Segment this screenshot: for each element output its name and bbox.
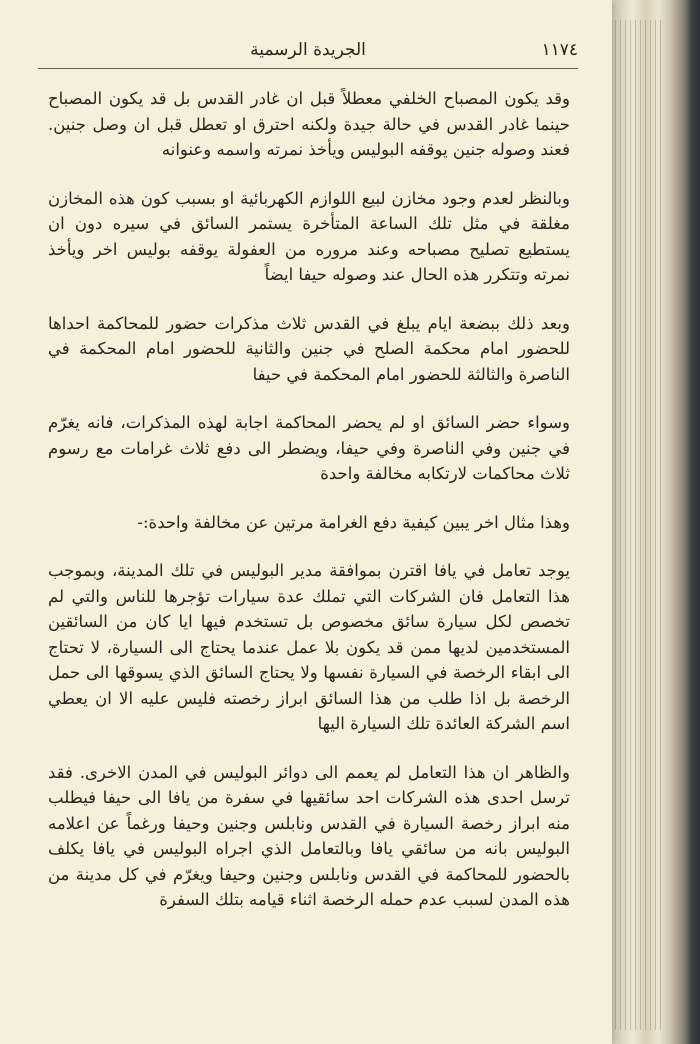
paragraph-6: يوجد تعامل في يافا اقترن بموافقة مدير البوليس في تلك المدينة، وبموجب هذا التعامل فان الشركات التي تملك عدة سيارات تؤجرها للناس والتي لم تخصص لكل سيارة سائق مخصوص بل تستخدم فيها ايا كان من السائقين المستخدمين لديها ممن قد يكون بلا عمل عندما يحتاج الى السيارة، لا تحتاج الى ابقاء الرخصة في السيارة نفسها ولا يحتاج السائق الذي يسوقها الى حمل الرخصة بل اذا طلب من هذا السائق ابراز رخصته فليس عليه الا ان يعطي اسم الشركة العائدة تلك السيارة اليها [48,561,570,733]
paragraph-2: وبالنظر لعدم وجود مخازن لبيع اللوازم الكهربائية او بسبب كون هذه المخازن مغلقة في مثل تلك الساعة المتأخرة يستمر السائق في سيره دون ان يستطيع تصليح مصباحه وعند مروره من العفولة يوقفه بوليس اخر ويأخذ نمرته وتتكرر هذه الحال عند وصوله حيفا ايضاً [48,188,570,284]
page-number: ١١٧٤ [541,40,578,60]
header-divider [38,68,578,69]
paragraph-3: وبعد ذلك ببضعة ايام يبلغ في القدس ثلاث مذكرات حضور للمحاكمة احداها للحضور امام محكمة الصلح في جنين والثانية للحضور امام المحكمة في الناصرة والثالثة للحضور امام المحكمة في حيفا [48,313,570,384]
document-body [48,86,570,913]
paragraph-7: والظاهر ان هذا التعامل لم يعمم الى دوائر البوليس في المدن الاخرى. فقد ترسل احدى هذه الشركات احد سائقيها في سفرة من يافا الى حيفا فيطلب منه ابراز رخصة السيارة في القدس ونابلس وجنين وحيفا ورغماً عن اعلامه البوليس بانه من سائقي يافا وبالتعامل الذي اجراه البوليس في يافا يكلف بالحضور للمحاكمة في القدس ونابلس وجنين وحيفا ويغرّم في كل مدينة من هذه المدن لسبب عدم حمله الرخصة اثناء قيامه بتلك السفرة [48,762,570,909]
paragraph-1: وقد يكون المصباح الخلفي معطلاً قبل ان غادر القدس بل قد يكون المصباح حينما غادر القدس في حالة جيدة ولكنه احترق او تعطل قبل ان وصل جنين. فعند وصوله جنين يوقفه البوليس ويأخذ نمرته واسمه وعنوانه [48,89,570,159]
page-header [38,40,578,66]
paragraph-5: وهذا مثال اخر يبين كيفية دفع الغرامة مرتين عن مخالفة واحدة:- [137,512,570,532]
paragraph-4: وسواء حضر السائق او لم يحضر المحاكمة اجابة لهذه المذكرات، فانه يغرّم في جنين وفي الناصرة وفي حيفا، ويضطر الى دفع ثلاث غرامات مع رسوم ثلاث محاكمات لارتكابه مخالفة واحدة [48,413,570,483]
running-title: الجريدة الرسمية [250,40,366,60]
